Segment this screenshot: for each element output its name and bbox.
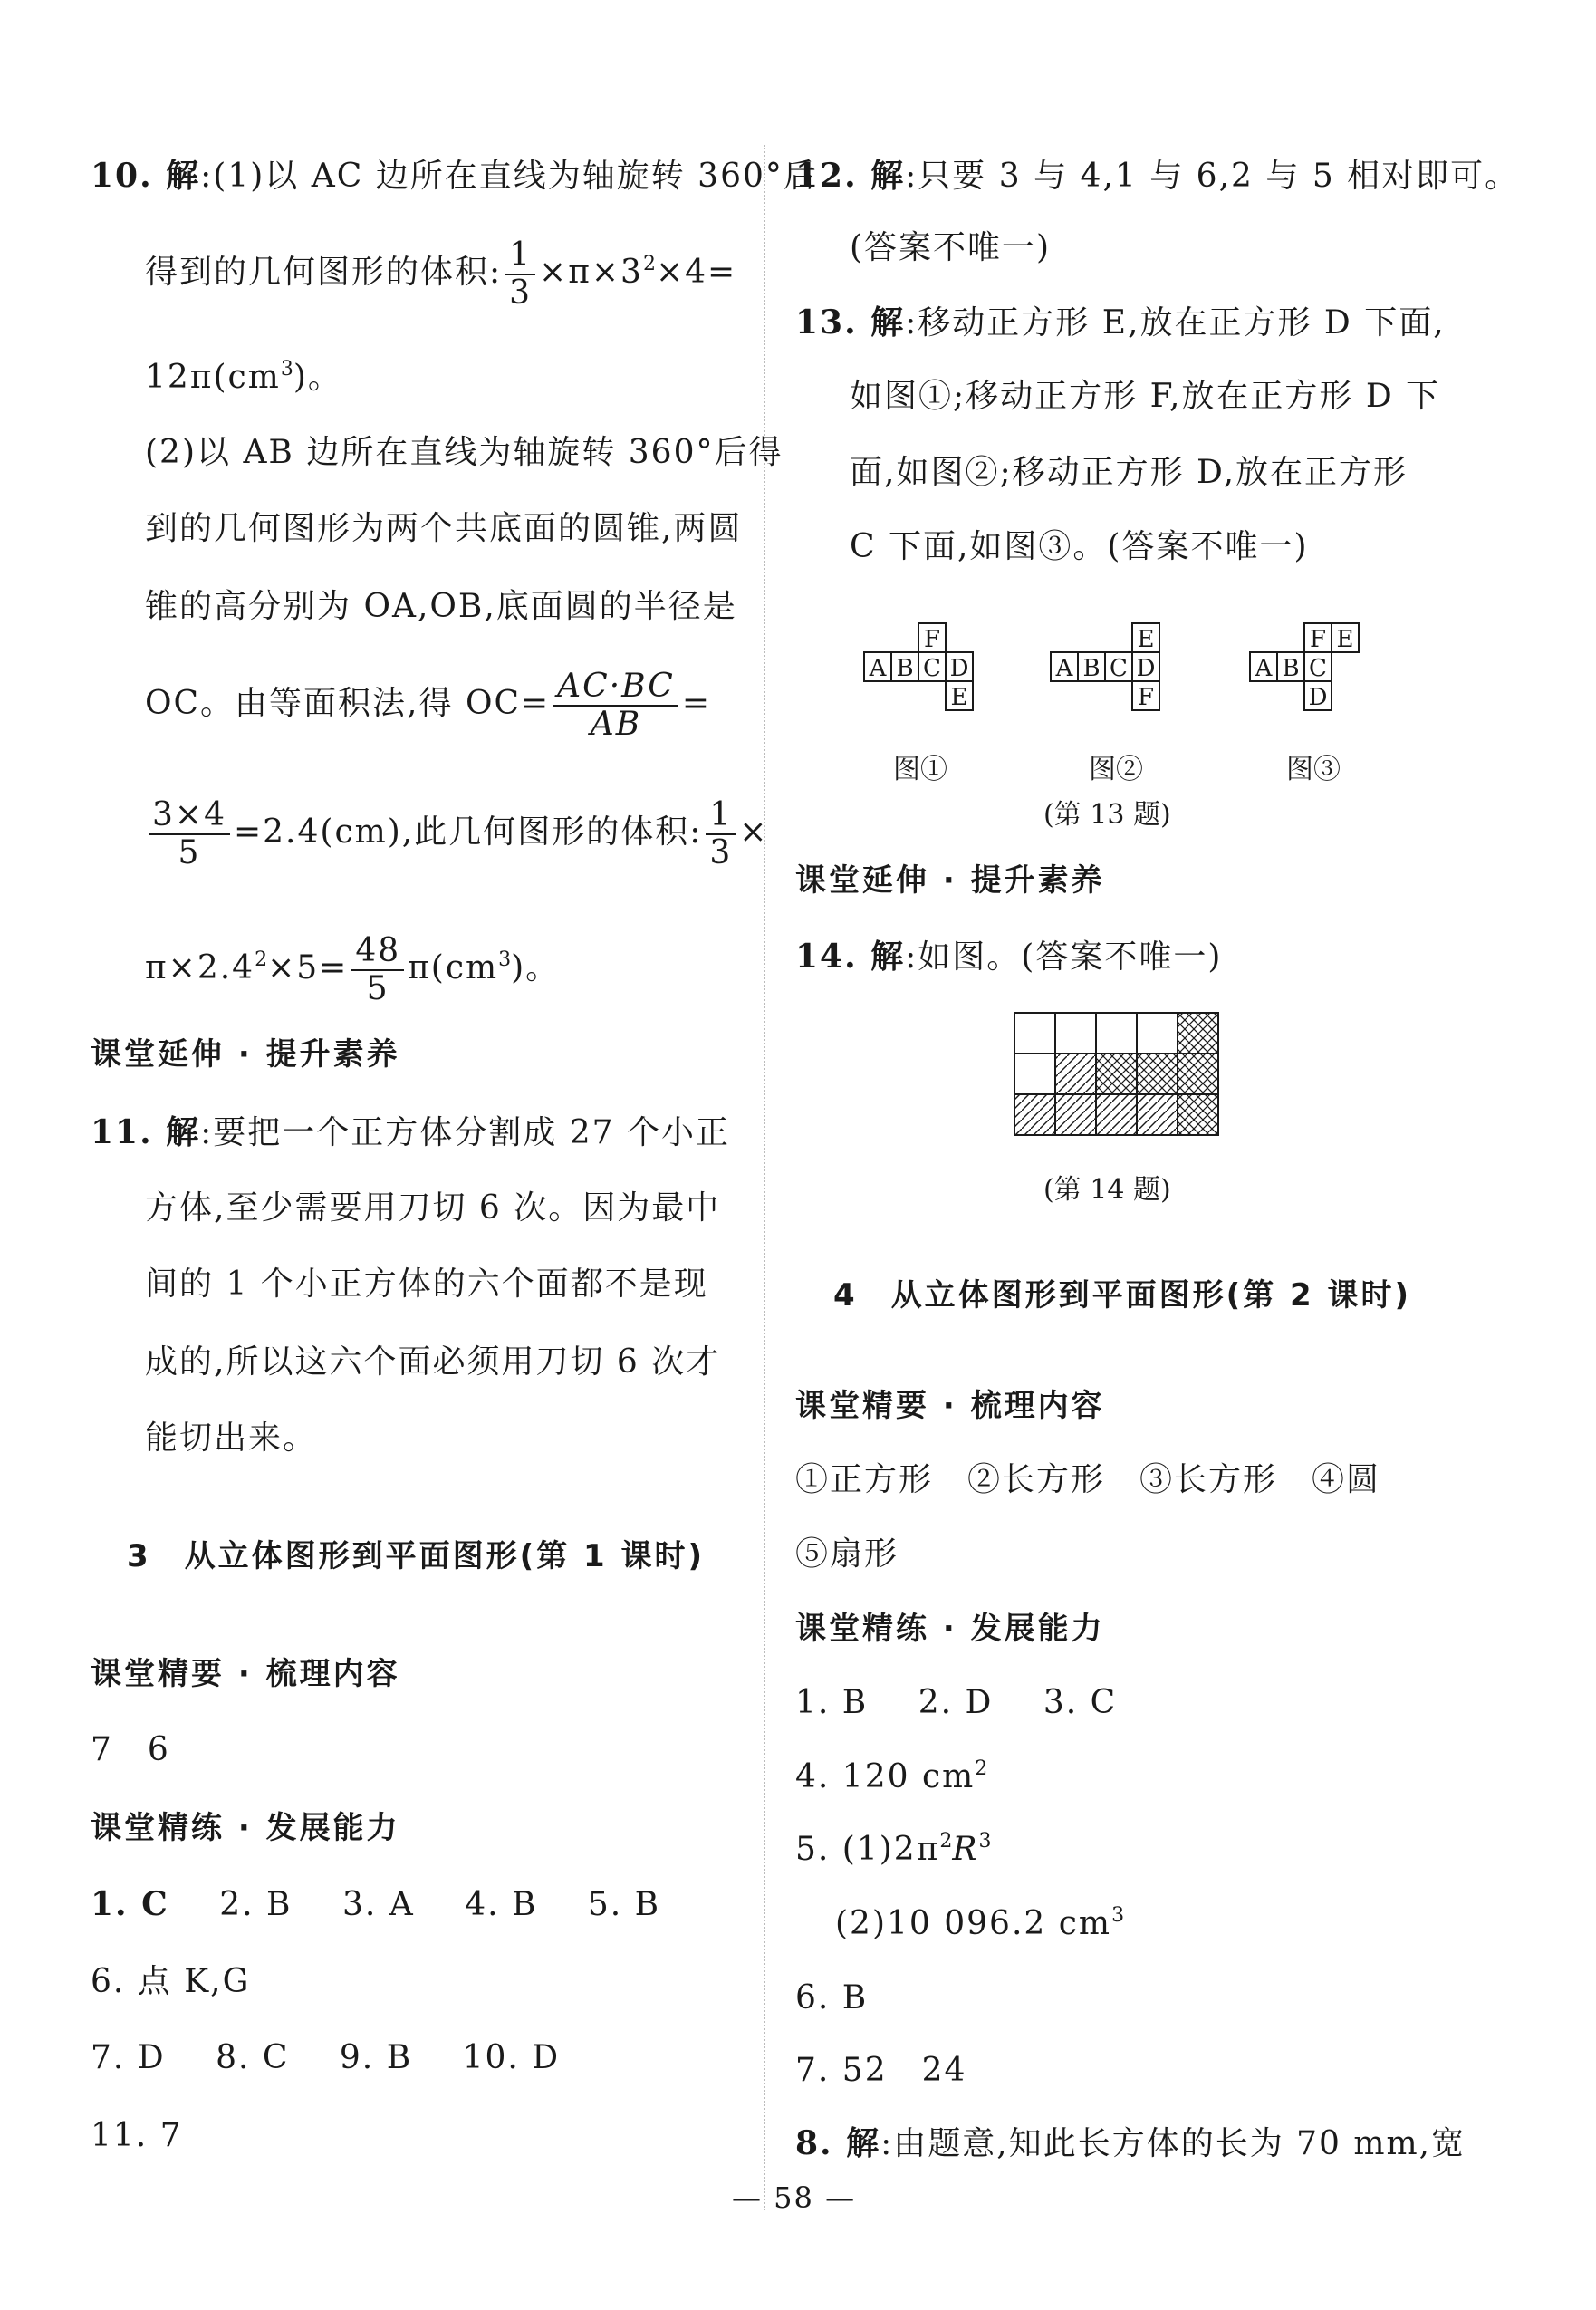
q11-line4: 成的,所以这六个面必须用刀切 6 次才 — [145, 1343, 721, 1381]
section-3-title: 3 从立体图形到平面图形(第 1 课时) — [127, 1538, 706, 1574]
r-answer-2: 2. D — [918, 1684, 994, 1721]
answers-row-3 — [91, 2038, 560, 2078]
q13-caption: (第 13 题) — [1043, 799, 1171, 831]
q14-grid-figure — [1013, 1011, 1225, 1141]
fig2-D: D — [1136, 655, 1156, 682]
fig1-C: C — [923, 655, 941, 682]
review-answer-right-1: ①正方形 ②长方形 ③长方形 ④圆 — [795, 1461, 1381, 1498]
q10-line5: 到的几何图形为两个共底面的圆锥,两圆 — [145, 510, 743, 547]
answers-row-1 — [91, 1884, 660, 1925]
fig1-F: F — [923, 626, 941, 653]
fig3-E: E — [1336, 626, 1354, 653]
answer-3: 3. A — [341, 1886, 415, 1923]
section-heading-extend-left: 课堂延伸 · 提升素养 — [91, 1036, 400, 1073]
q13-line4: C 下面,如图③。(答案不唯一) — [850, 528, 1309, 565]
answer-2: 2. B — [219, 1886, 293, 1923]
q10-line7: OC。由等面积法,得 OC= $\frac{AC\cdot BC}{AB}$ = — [145, 668, 711, 743]
r-answer-5b: (2)10 096.2 $cm^3$ — [835, 1904, 1125, 1942]
answer-9: 9. B — [339, 2039, 413, 2076]
fig3-A: A — [1255, 655, 1273, 682]
answer-7: 7. D — [91, 2039, 166, 2076]
q14-line1: 14. 解:如图。(答案不唯一) — [795, 938, 1223, 976]
fig-label-1: 图① — [893, 754, 947, 785]
fig1-D: D — [949, 655, 969, 682]
q13-line1: 13. 解:移动正方形 E,放在正方形 D 下面, — [795, 303, 1446, 342]
r-answer-6: 6. B — [795, 1979, 869, 2016]
q10-line2: 得到的几何图形的体积: $\frac{1}{3}$ $\times\pi\times 3^2\times 4=$ — [145, 236, 737, 312]
fig-label-3: 图③ — [1286, 754, 1341, 785]
fig3-C: C — [1309, 655, 1327, 682]
review-answer-left: 7 6 — [91, 1731, 170, 1768]
fig1-A: A — [869, 655, 887, 682]
fig3-B: B — [1282, 655, 1300, 682]
fig3-D: D — [1308, 684, 1328, 711]
q13-line2: 如图①;移动正方形 F,放在正方形 D 下 — [850, 378, 1441, 415]
q8-line1: 8. 解:由题意,知此长方体的长为 70 mm,宽 — [795, 2124, 1466, 2162]
q11-line2: 方体,至少需要用刀切 6 次。因为最中 — [145, 1189, 721, 1227]
r-answer-7: 7. 52 24 — [795, 2052, 967, 2089]
fig2-C: C — [1110, 655, 1128, 682]
q10-line3: $12\pi(cm^3)$。 — [145, 358, 342, 396]
q10-line4: (2)以 AB 边所在直线为轴旋转 360°后得 — [145, 434, 784, 471]
q10-line1: 10. 解:(1)以 AC 边所在直线为轴旋转 360°后 — [91, 157, 818, 195]
r-answer-1: 1. B — [795, 1684, 869, 1721]
q11-line1: 11. 解:要把一个正方体分割成 27 个小正 — [91, 1113, 730, 1151]
fig2-B: B — [1082, 655, 1101, 682]
r-answer-3: 3. C — [1043, 1684, 1118, 1721]
fig1-B: B — [896, 655, 914, 682]
q13-line3: 面,如图②;移动正方形 D,放在正方形 — [850, 454, 1409, 491]
section-heading-practice-right: 课堂精练 · 发展能力 — [795, 1611, 1105, 1647]
q10-line9: $\pi\times 2.4^2\times 5=$ $\frac{48}{5}$ $\pi(cm^3)$。 — [145, 932, 561, 1007]
q10-line8: $\frac{3\times 4}{5}$ =2.4(cm),此几何图形的体积: $\frac{1}{3}$ × — [145, 797, 768, 871]
answer-10: 10. D — [462, 2039, 561, 2076]
fig-label-2: 图② — [1089, 754, 1143, 785]
answer-6: 6. 点 K,G — [91, 1963, 251, 2000]
fig3-F: F — [1309, 626, 1327, 653]
fig2-E: E — [1137, 626, 1155, 653]
section-heading-practice-left: 课堂精练 · 发展能力 — [91, 1810, 400, 1846]
section-heading-review-right: 课堂精要 · 梳理内容 — [795, 1388, 1105, 1424]
q11-line3: 间的 1 个小正方体的六个面都不是现 — [145, 1266, 708, 1303]
review-answer-right-2: ⑤扇形 — [795, 1535, 899, 1573]
q12-line2: (答案不唯一) — [850, 229, 1052, 266]
fig2-A: A — [1055, 655, 1073, 682]
q13-figures — [859, 618, 1493, 727]
section-heading-review-left: 课堂精要 · 梳理内容 — [91, 1656, 400, 1692]
r-answer-5a: 5. $(1)2\pi^2R^3$ — [795, 1830, 992, 1868]
answer-11: 11. 7 — [91, 2117, 183, 2154]
answer-8: 8. C — [216, 2039, 290, 2076]
q11-line5: 能切出来。 — [145, 1420, 318, 1457]
q14-caption: (第 14 题) — [1043, 1174, 1171, 1206]
page-number: — 58 — — [732, 2180, 857, 2215]
answer-1: 1. C — [91, 1885, 169, 1923]
r-answers-row-1 — [795, 1683, 1117, 1723]
q10-line6: 锥的高分别为 OA,OB,底面圆的半径是 — [145, 588, 737, 625]
section-heading-extend-right: 课堂延伸 · 提升素养 — [795, 862, 1105, 899]
answer-5: 5. B — [587, 1886, 661, 1923]
fig2-F: F — [1137, 684, 1155, 711]
section-4-title: 4 从立体图形到平面图形(第 2 课时) — [833, 1277, 1412, 1314]
answer-4: 4. B — [465, 1886, 538, 1923]
fig1-E: E — [950, 684, 968, 711]
r-answer-4: 4. 120 $cm^2$ — [795, 1757, 988, 1795]
q12-line1: 12. 解:只要 3 与 4,1 与 6,2 与 5 相对即可。 — [795, 157, 1520, 195]
